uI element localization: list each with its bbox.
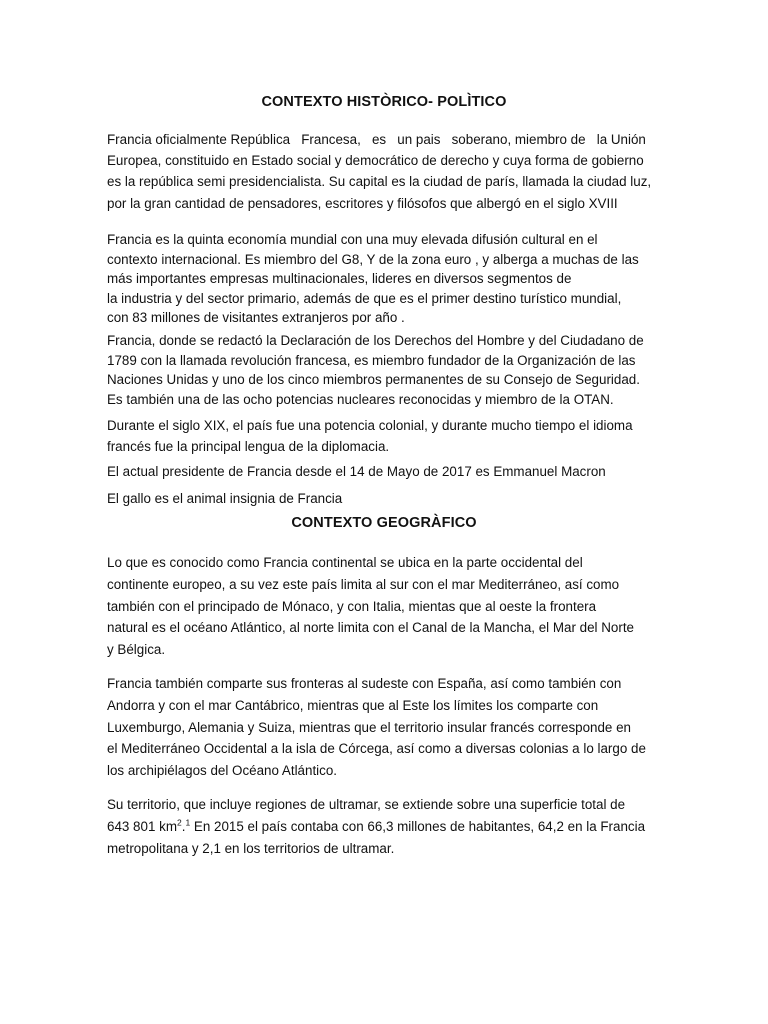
- section-title-historico-politico: CONTEXTO HISTÒRICO- POLÌTICO: [261, 94, 507, 110]
- paragraph-line: la industria y del sector primario, además de que es el primer destino turístico mundial,: [107, 290, 622, 306]
- paragraph-line: Su territorio, que incluye regiones de ultramar, se extiende sobre una superficie total de: [107, 797, 626, 812]
- paragraph-line: Naciones Unidas y uno de los cinco miembros permanentes de su Consejo de Seguridad.: [107, 372, 640, 388]
- paragraph-gallo: [107, 488, 661, 509]
- population-text: En 2015 el país contaba con 66,3 millones de habitantes, 64,2 en la Francia: [190, 818, 646, 834]
- paragraph-line: Andorra y con el mar Cantábrico, mientras que al Este los límites los comparte con: [107, 697, 599, 713]
- paragraph-economy: [107, 230, 661, 328]
- paragraph-location: [107, 552, 661, 661]
- section-title-geografico: CONTEXTO GEOGRÀFICO: [291, 515, 477, 531]
- paragraph-line: Francia oficialmente República Francesa, es un pais soberano, miembro de la Unión: [107, 132, 646, 147]
- paragraph-line: contexto internacional. Es miembro del G8, Y de la zona euro , y alberga a muchas de las: [107, 251, 639, 267]
- paragraph-line: francés fue la principal lengua de la diplomacia.: [107, 439, 390, 455]
- paragraph-line: con 83 millones de visitantes extranjeros por año .: [107, 310, 405, 326]
- paragraph-line: metropolitana y 2,1 en los territorios de ultramar.: [107, 840, 395, 856]
- paragraph-borders: [107, 673, 661, 782]
- paragraph-line-area: [107, 816, 645, 838]
- paragraph-line: el Mediterráneo Occidental a la isla de Córcega, así como a diversas colonias a lo largo de: [107, 741, 646, 757]
- area-value: 643 801 km: [107, 818, 177, 834]
- paragraph-line: El actual presidente de Francia desde el 14 de Mayo de 2017 es Emmanuel Macron: [107, 464, 606, 479]
- paragraph-line: Es también una de las ocho potencias nucleares reconocidas y miembro de la OTAN.: [107, 391, 614, 407]
- paragraph-intro: [107, 129, 661, 214]
- paragraph-line: por la gran cantidad de pensadores, escritores y filósofos que albergó en el siglo XVIII: [107, 195, 618, 211]
- paragraph-line: Francia también comparte sus fronteras al sudeste con España, así como también con: [107, 676, 622, 691]
- paragraph-president: [107, 461, 661, 482]
- paragraph-territory: [107, 794, 661, 859]
- paragraph-line: Europea, constituido en Estado social y democrático de derecho y cuya forma de gobierno: [107, 153, 644, 169]
- paragraph-line: Luxemburgo, Alemania y Suiza, mientras que el territorio insular francés corresponde en: [107, 719, 631, 735]
- paragraph-line: los archipiélagos del Océano Atlántico.: [107, 763, 338, 779]
- area-exponent: 2: [176, 817, 182, 828]
- paragraph-line: más importantes empresas multinacionales, lideres en diversos segmentos de: [107, 271, 572, 287]
- paragraph-line: es la república semi presidencialista. Su capital es la ciudad de parís, llamada la ciudad luz,: [107, 174, 652, 190]
- paragraph-line: El gallo es el animal insignia de Francia: [107, 491, 343, 506]
- paragraph-declaration: [107, 331, 661, 409]
- paragraph-line: y Bélgica.: [107, 642, 166, 658]
- paragraph-line: natural es el océano Atlántico, al norte limita con el Canal de la Mancha, el Mar del Norte: [107, 620, 634, 636]
- paragraph-line: Francia es la quinta economía mundial con una muy elevada difusión cultural en el: [107, 232, 598, 247]
- paragraph-line: también con el principado de Mónaco, y con Italia, mientas que al oeste la frontera: [107, 598, 597, 614]
- paragraph-line: Lo que es conocido como Francia continental se ubica en la parte occidental del: [107, 555, 583, 570]
- area-suffix: .: [181, 818, 186, 834]
- paragraph-line: continente europeo, a su vez este país limita al sur con el mar Mediterráneo, así como: [107, 576, 620, 592]
- paragraph-line: Durante el siglo XIX, el país fue una potencia colonial, y durante mucho tiempo el idioma: [107, 418, 633, 433]
- paragraph-line: Francia, donde se redactó la Declaración de los Derechos del Hombre y del Ciudadano de: [107, 333, 644, 348]
- footnote-marker: 1: [185, 817, 191, 828]
- paragraph-line: 1789 con la llamada revolución francesa, es miembro fundador de la Organización de las: [107, 352, 636, 368]
- paragraph-colonial: [107, 415, 661, 457]
